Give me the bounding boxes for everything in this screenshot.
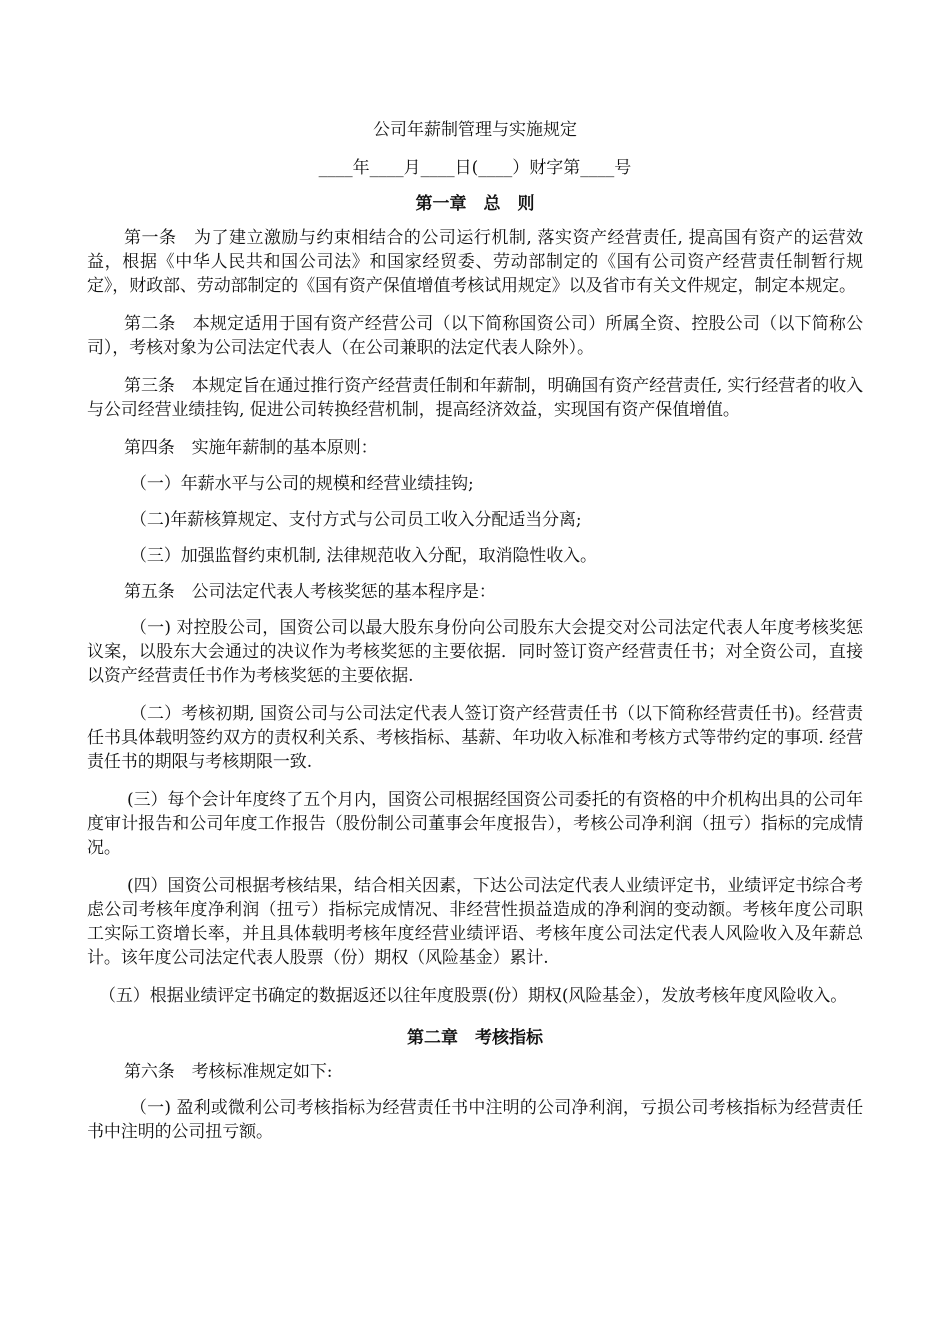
- indicator-1-paragraph: （一) 盈利或微利公司考核指标为经营责任书中注明的公司净利润，亏损公司考核指标为经营责任书中注明的公司扭亏额。: [87, 1098, 863, 1142]
- procedure-1-paragraph: （一) 对控股公司，国资公司以最大股东身份向公司股东大会提交对公司法定代表人年度考核奖惩议案，以股东大会通过的决议作为考核奖惩的主要依据．同时签订资产经营责任书；对全资公司，直接以资产经营责任书作为考核奖惩的主要依据.: [87, 618, 863, 686]
- document-body: [87, 110, 863, 1158]
- document-date-line: ____年____月____日(____）财字第____号: [318, 158, 632, 178]
- chapter-2-heading: 第二章 考核指标: [407, 1028, 543, 1048]
- principle-2-paragraph: （二)年薪核算规定、支付方式与公司员工收入分配适当分离;: [130, 510, 582, 530]
- article-6-paragraph: 第六条 考核标准规定如下:: [124, 1062, 333, 1082]
- principle-1-paragraph: （一）年薪水平与公司的规模和经营业绩挂钩;: [130, 474, 474, 494]
- procedure-3-paragraph: (三）每个会计年度终了五个月内，国资公司根据经国资公司委托的有资格的中介机构出具的公司年度审计报告和公司年度工作报告（股份制公司董事会年度报告），考核公司净利润（扭亏）指标的完成情况。: [87, 790, 863, 858]
- article-3-paragraph: 第三条 本规定旨在通过推行资产经营责任制和年薪制，明确国有资产经营责任, 实行经营者的收入与公司经营业绩挂钩, 促进公司转换经营机制，提高经济效益，实现国有资产保值增值。: [87, 376, 863, 420]
- procedure-2-paragraph: （二）考核初期, 国资公司与公司法定代表人签订资产经营责任书（以下简称经营责任书)。经营责任书具体载明签约双方的责权利关系、考核指标、基薪、年功收入标准和考核方式等带约定的事项. 经营责任书的期限与考核期限一致.: [87, 704, 863, 772]
- chapter-1-heading: 第一章 总 则: [415, 194, 535, 214]
- document-title: 公司年薪制管理与实施规定: [373, 120, 577, 140]
- procedure-5-paragraph: （五）根据业绩评定书确定的数据返还以往年度股票(份）期权(风险基金），发放考核年度风险收入。: [99, 986, 848, 1006]
- article-2-paragraph: 第二条 本规定适用于国有资产经营公司（以下简称国资公司）所属全资、控股公司（以下简称公司），考核对象为公司法定代表人（在公司兼职的法定代表人除外）。: [87, 314, 863, 358]
- article-4-paragraph: 第四条 实施年薪制的基本原则：: [124, 438, 378, 458]
- article-5-paragraph: 第五条 公司法定代表人考核奖惩的基本程序是：: [124, 582, 496, 602]
- article-1-paragraph: 第一条 为了建立激励与约束相结合的公司运行机制, 落实资产经营责任, 提高国有资产的运营效益，根据《中华人民共和国公司法》和国家经贸委、劳动部制定的《国有公司资产经营责任制暂行规定》，财政部、劳动部制定的《国有资产保值增值考核试用规定》以及省市有关文件规定，制定本规定。: [87, 228, 863, 296]
- principle-3-paragraph: （三）加强监督约束机制, 法律规范收入分配，取消隐性收入。: [130, 546, 597, 566]
- procedure-4-paragraph: (四）国资公司根据考核结果，结合相关因素，下达公司法定代表人业绩评定书，业绩评定书综合考虑公司考核年度净利润（扭亏）指标完成情况、非经营性损益造成的净利润的变动额。考核年度公司职工实际工资增长率，并且具体载明考核年度经营业绩评语、考核年度公司法定代表人风险收入及年薪总计。该年度公司法定代表人股票（份）期权（风险基金）累计.: [87, 876, 863, 968]
